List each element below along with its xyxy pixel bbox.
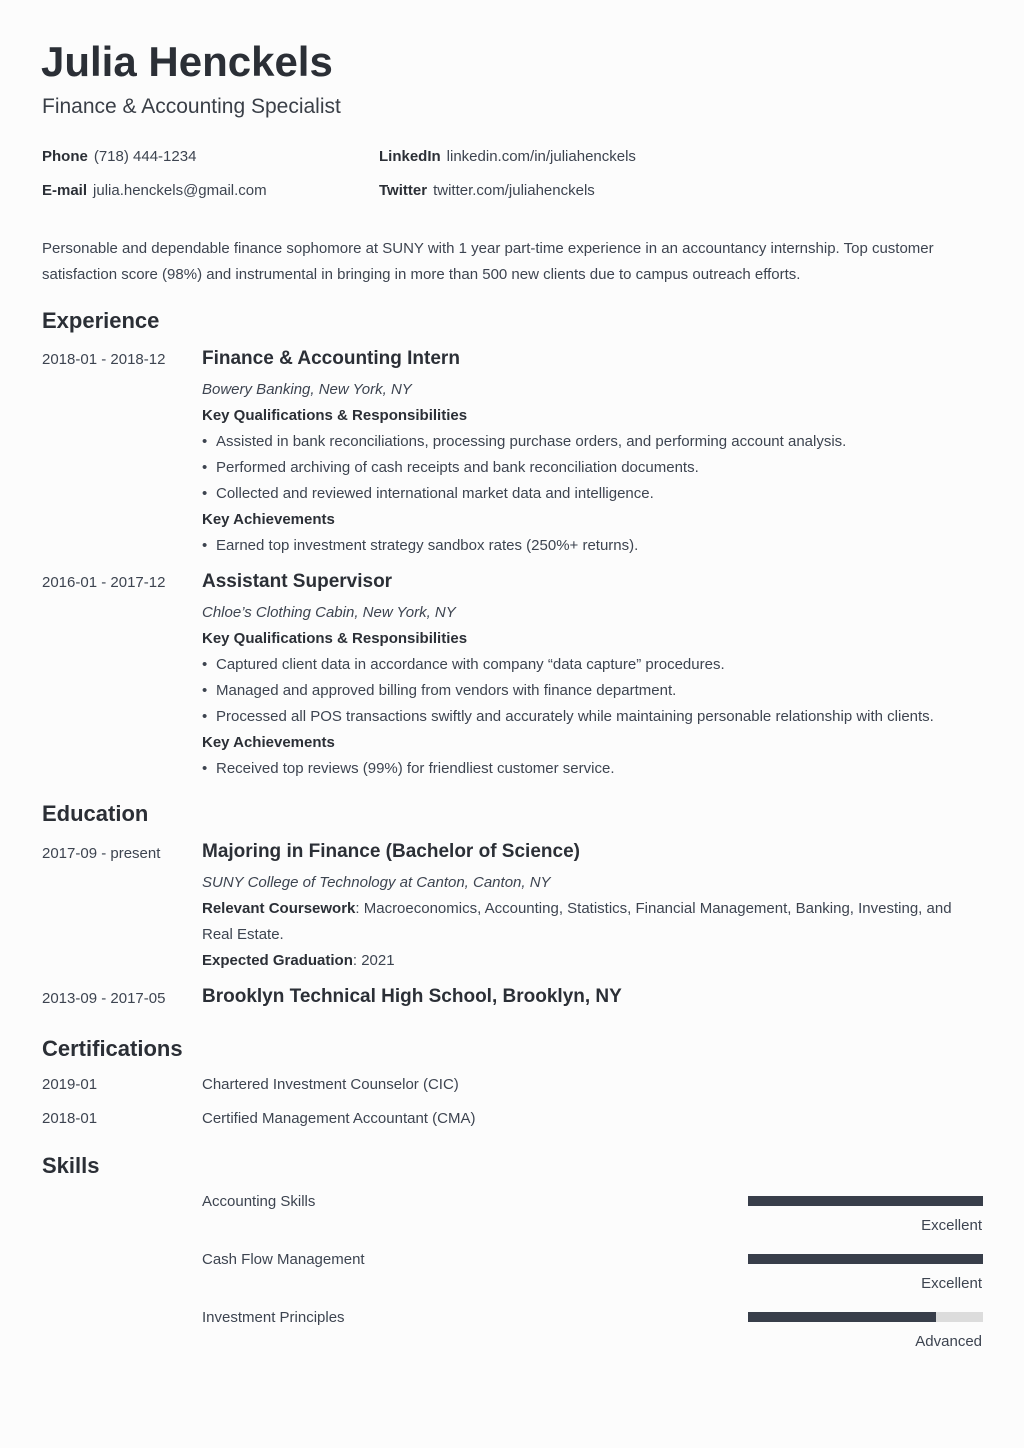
list-item: • Managed and approved billing from vendors with finance department. <box>202 682 677 699</box>
list-item: • Earned top investment strategy sandbox rates (250%+ returns). <box>202 537 639 554</box>
skill-name: Cash Flow Management <box>202 1251 365 1268</box>
contact-email <box>42 181 267 201</box>
linkedin-label: LinkedIn <box>379 148 441 165</box>
graduation-label: Expected Graduation <box>202 952 353 969</box>
qualifications-heading: Key Qualifications & Responsibilities <box>202 630 468 647</box>
skill-level-fill <box>748 1196 983 1206</box>
candidate-title: Finance & Accounting Specialist <box>42 95 341 118</box>
skill-level-label: Excellent <box>921 1217 982 1234</box>
education-dates: 2017-09 - present <box>42 845 161 862</box>
email-label: E-mail <box>42 182 88 199</box>
graduation-line: Expected Graduation: 2021 <box>202 952 395 969</box>
skill-level-label: Excellent <box>921 1275 982 1292</box>
job-title: Finance & Accounting Intern <box>202 348 460 369</box>
phone-value: (718) 444-1234 <box>93 148 197 165</box>
job-dates: 2016-01 - 2017-12 <box>42 574 166 591</box>
list-item: • Performed archiving of cash receipts and bank reconciliation documents. <box>202 459 699 476</box>
achievements-heading: Key Achievements <box>202 734 335 751</box>
list-item: • Captured client data in accordance with company “data capture” procedures. <box>202 656 725 673</box>
education-degree: Brooklyn Technical High School, Brooklyn, NY <box>202 986 622 1007</box>
summary-text: Personable and dependable finance sophomore at SUNY with 1 year part-time experience in an accountancy internship. Top customer satisfaction score (98%) and instrumental in bringing in more than 500 new clients due to campus outreach efforts. <box>42 240 934 283</box>
coursework-label: Relevant Coursework <box>202 900 356 917</box>
job-title: Assistant Supervisor <box>202 571 393 592</box>
job-company: Bowery Banking, New York, NY <box>202 381 412 398</box>
section-heading-experience: Experience <box>42 308 160 333</box>
section-heading-certifications: Certifications <box>42 1036 183 1061</box>
section-heading-education: Education <box>42 801 149 826</box>
phone-label: Phone <box>42 148 88 165</box>
list-item: • Collected and reviewed international market data and intelligence. <box>202 485 654 502</box>
skill-name: Investment Principles <box>202 1309 345 1326</box>
email-value[interactable]: julia.henckels@gmail.com <box>93 182 267 199</box>
job-company: Chloe’s Clothing Cabin, New York, NY <box>202 604 456 621</box>
achievements-heading: Key Achievements <box>202 511 335 528</box>
certification-name: Certified Management Accountant (CMA) <box>202 1110 476 1127</box>
skill-level-label: Advanced <box>915 1333 982 1350</box>
education-degree: Majoring in Finance (Bachelor of Science) <box>202 841 580 862</box>
education-school: SUNY College of Technology at Canton, Canton, NY <box>202 874 551 891</box>
candidate-name: Julia Henckels <box>41 38 333 85</box>
qualifications-heading: Key Qualifications & Responsibilities <box>202 407 468 424</box>
skill-name: Accounting Skills <box>202 1193 316 1210</box>
job-dates: 2018-01 - 2018-12 <box>42 351 166 368</box>
coursework-line: Real Estate. <box>202 926 284 943</box>
linkedin-value[interactable]: linkedin.com/in/juliahenckels <box>446 148 636 165</box>
skill-level-bar <box>748 1312 983 1322</box>
contact-twitter <box>379 181 595 201</box>
list-item: • Processed all POS transactions swiftly and accurately while maintaining personable relationship with clients. <box>202 708 934 725</box>
certification-date: 2018-01 <box>42 1110 98 1127</box>
skill-level-bar <box>748 1196 983 1206</box>
certification-name: Chartered Investment Counselor (CIC) <box>202 1076 459 1093</box>
skill-level-bar <box>748 1254 983 1264</box>
education-dates: 2013-09 - 2017-05 <box>42 990 166 1007</box>
list-item: • Received top reviews (99%) for friendliest customer service. <box>202 760 615 777</box>
skill-level-fill <box>748 1312 936 1322</box>
coursework-line: Relevant Coursework: Macroeconomics, Accounting, Statistics, Financial Management, Banking, Investing, and <box>202 900 952 917</box>
certification-date: 2019-01 <box>42 1076 98 1093</box>
list-item: • Assisted in bank reconciliations, processing purchase orders, and performing account analysis. <box>202 433 847 450</box>
contact-phone <box>42 147 196 167</box>
twitter-value[interactable]: twitter.com/juliahenckels <box>433 182 595 199</box>
skill-level-fill <box>748 1254 983 1264</box>
contact-linkedin <box>379 147 636 167</box>
twitter-label: Twitter <box>379 182 428 199</box>
section-heading-skills: Skills <box>42 1153 100 1178</box>
